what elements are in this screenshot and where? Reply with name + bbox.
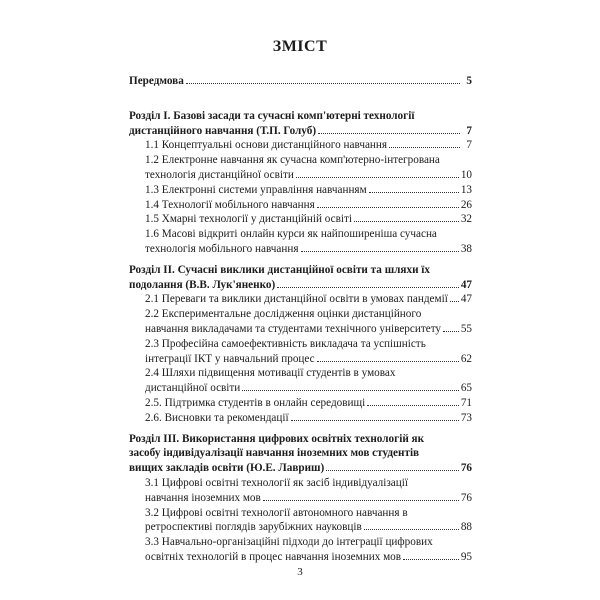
toc-section	[129, 263, 472, 426]
toc-subentry	[129, 322, 472, 337]
toc-section	[129, 109, 472, 257]
section-heading-line: Розділ І. Базові засади та сучасні комп'ютерні технології	[129, 109, 415, 122]
section-heading-line: Розділ ІІІ. Використання цифрових освітніх технологій як	[129, 432, 425, 445]
toc-entry-text: 2.1 Переваги та виклики дистанційної освіти в умовах пандемії	[145, 293, 448, 306]
dot-leader	[277, 287, 459, 288]
toc-entry-text: 1.3 Електронні системи управління навчанням	[145, 183, 367, 196]
dot-leader	[263, 500, 459, 501]
toc-entry-text: технологія мобільного навчання	[145, 242, 299, 255]
toc-page-number: 7	[466, 124, 472, 137]
dot-leader	[389, 147, 460, 148]
toc-subentry	[129, 168, 472, 183]
toc-subentry-line: 3.2 Цифрові освітні технології автономного навчання в	[145, 506, 408, 519]
dot-leader	[450, 301, 459, 302]
toc-section	[129, 432, 472, 565]
toc-subentry	[129, 381, 472, 396]
toc-entry-text: дистанційної освіти	[145, 382, 241, 395]
toc-subentry	[129, 198, 472, 213]
toc-page-number: 7	[466, 139, 472, 152]
dot-leader	[301, 251, 459, 252]
toc-sections	[129, 89, 472, 565]
toc-entry-text: подолання (В.В. Лук'яненко)	[129, 278, 276, 291]
toc-page-number: 10	[460, 168, 472, 181]
toc-page-number: 76	[460, 462, 472, 475]
toc-entry-text: технологія дистанційної освіти	[145, 168, 294, 181]
toc-page-number: 62	[460, 352, 472, 365]
toc-subentry	[129, 396, 472, 411]
toc-page-number: 26	[460, 198, 472, 211]
toc-page-number: 13	[460, 183, 472, 196]
toc-subentry-line: 1.6 Масові відкриті онлайн курси як найпоширеніша сучасна	[145, 228, 437, 241]
toc-subentry-line: 3.1 Цифрові освітні технології як засіб індивідуалізації	[145, 476, 408, 489]
toc-subentry-line: 3.3 Навчально-організаційні підходи до інтеграції цифрових	[145, 536, 433, 549]
dot-leader	[364, 529, 459, 530]
section-spacer	[129, 89, 472, 109]
dot-leader	[369, 192, 459, 193]
table-of-contents	[129, 74, 472, 565]
toc-page-number: 47	[460, 293, 472, 306]
dot-leader	[186, 83, 460, 84]
dot-leader	[291, 420, 459, 421]
toc-title: ЗМІСТ	[272, 38, 328, 55]
toc-subentry	[129, 292, 472, 307]
toc-subentry	[129, 138, 472, 153]
section-heading-line: Розділ ІІ. Сучасні виклики дистанційної освіти та шляхи їх	[129, 263, 431, 276]
toc-page-number: 88	[460, 521, 472, 534]
toc-entry-text: інтеграції ІКТ у навчальний процес	[145, 352, 315, 365]
dot-leader	[354, 221, 459, 222]
section-heading-line	[129, 124, 472, 139]
toc-subentry	[129, 550, 472, 565]
toc-entry-text: ретроспективі поглядів зарубіжних науковців	[145, 521, 362, 534]
section-heading-line: засобу індивідуалізації навчання іноземних мов студентів	[129, 447, 420, 460]
dot-leader	[326, 470, 459, 471]
toc-page-number: 95	[460, 550, 472, 563]
section-heading-line	[129, 461, 472, 476]
toc-page-number: 73	[460, 411, 472, 424]
toc-entry-preface	[129, 74, 472, 89]
toc-entry-text: навчання іноземних мов	[145, 491, 261, 504]
toc-entry-text: 2.5. Підтримка студентів в онлайн середовищі	[145, 396, 366, 409]
dot-leader	[317, 207, 459, 208]
toc-page-number: 76	[460, 491, 472, 504]
toc-page-number: 71	[460, 396, 472, 409]
toc-entry-text: 1.4 Технології мобільного навчання	[145, 198, 315, 211]
toc-subentry	[129, 242, 472, 257]
dot-leader	[317, 361, 459, 362]
toc-subentry	[129, 491, 472, 506]
toc-entry-text: 2.6. Висновки та рекомендації	[145, 411, 289, 424]
toc-entry-text: навчання викладачами та студентами технічного університету	[145, 322, 442, 335]
toc-subentry-line: 2.4 Шляхи підвищення мотивації студентів в умовах	[145, 367, 396, 380]
toc-subentry	[129, 520, 472, 535]
dot-leader	[403, 559, 459, 560]
toc-subentry-line: 2.2 Експериментальне дослідження оцінки дистанційного	[145, 308, 422, 321]
toc-page-number: 32	[460, 213, 472, 226]
toc-page-number: 5	[466, 75, 472, 87]
toc-subentry	[129, 411, 472, 426]
toc-page-number: 55	[460, 322, 472, 335]
toc-page-number: 65	[460, 382, 472, 395]
toc-page-number: 38	[460, 242, 472, 255]
toc-subentry-line: 2.3 Професійна самоефективність викладача та успішність	[145, 337, 426, 350]
dot-leader	[318, 133, 460, 134]
dot-leader	[242, 390, 459, 391]
toc-entry-text: 1.1 Концептуальні основи дистанційного навчання	[145, 139, 388, 152]
toc-subentry-line: 1.2 Електронне навчання як сучасна комп'ютерно-інтегрована	[145, 154, 440, 167]
toc-subentry	[129, 352, 472, 367]
toc-entry-text: Передмова	[129, 75, 184, 87]
toc-page-number: 47	[460, 278, 472, 291]
dot-leader	[367, 405, 459, 406]
toc-entry-text: дистанційного навчання (Т.П. Голуб)	[129, 124, 317, 137]
section-heading-line	[129, 278, 472, 293]
dot-leader	[296, 177, 459, 178]
toc-subentry	[129, 212, 472, 227]
page-number: 3	[297, 566, 303, 578]
toc-entry-text: 1.5 Хмарні технології у дистанційній освіті	[145, 213, 353, 226]
dot-leader	[443, 331, 459, 332]
toc-entry-text: освітніх технологій в процес навчання іноземних мов	[145, 550, 402, 563]
toc-entry-text: вищих закладів освіти (Ю.Е. Лавриш)	[129, 462, 325, 475]
toc-subentry	[129, 183, 472, 198]
